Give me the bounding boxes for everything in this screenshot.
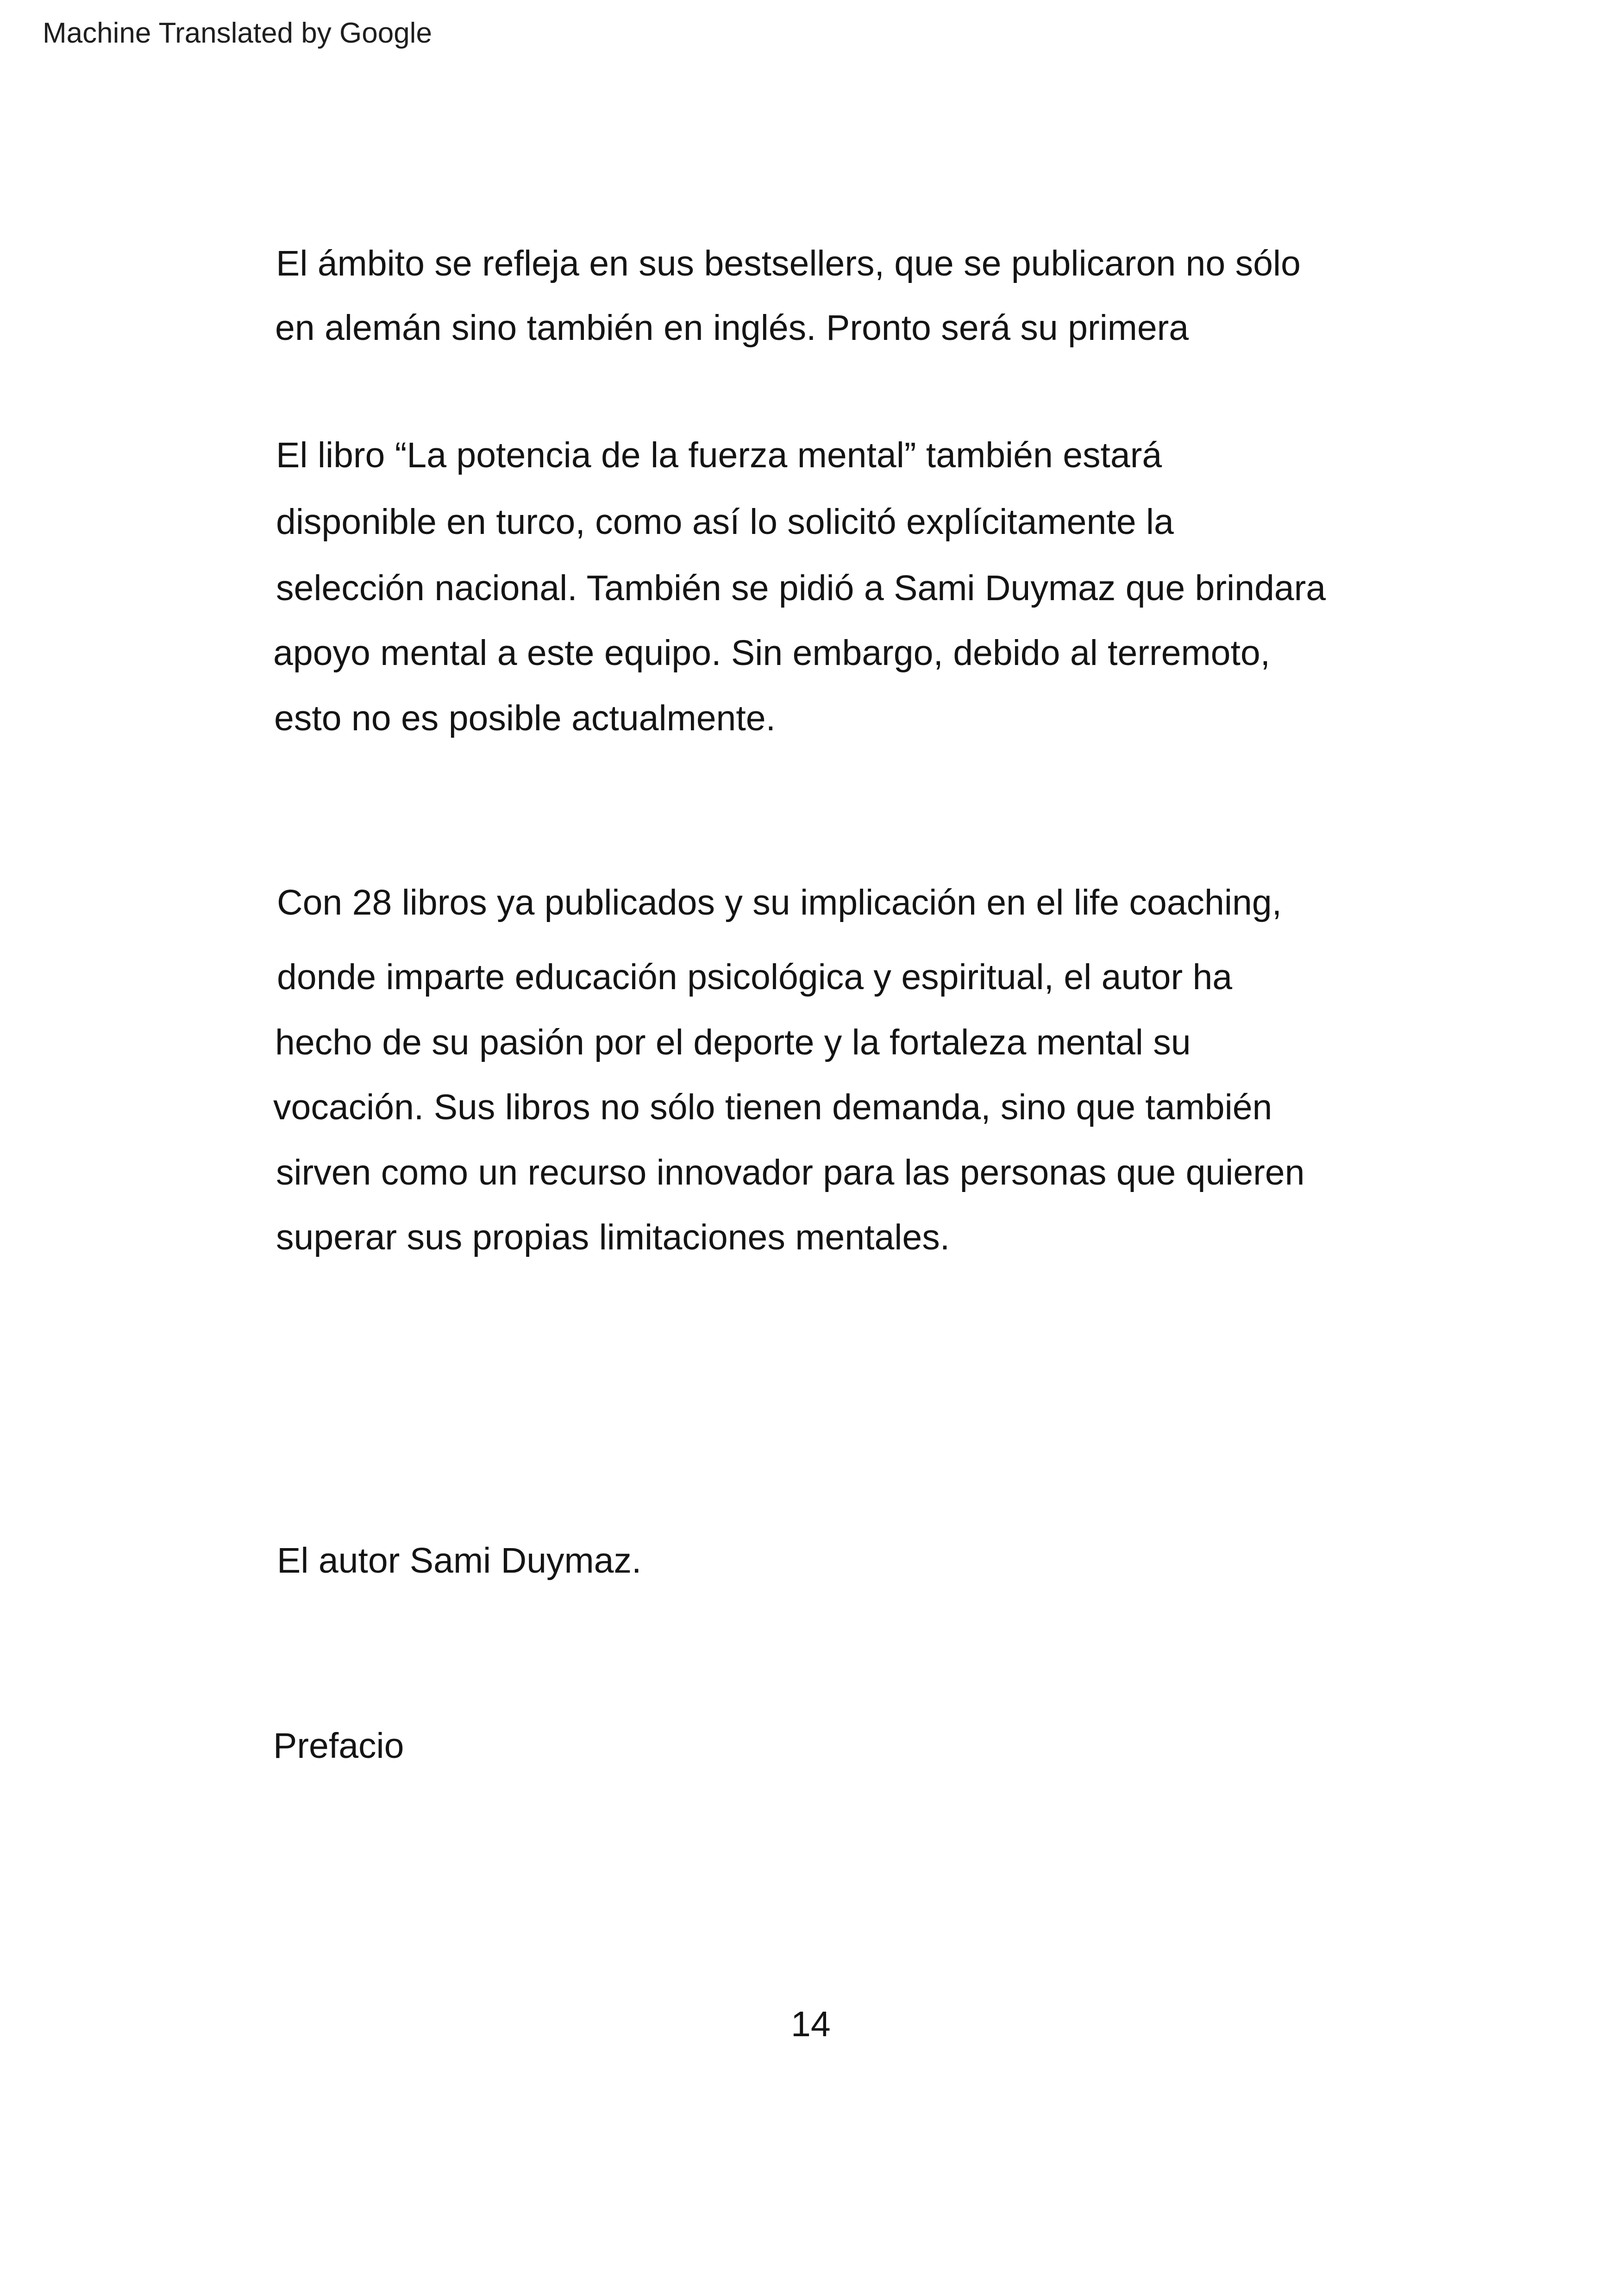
text-line: donde imparte educación psicológica y espiritual, el autor ha [277,957,1233,997]
text-line: superar sus propias limitaciones mentales. [276,1217,950,1257]
page-number: 14 [791,2004,831,2044]
text-line: esto no es posible actualmente. [274,698,776,738]
text-line: apoyo mental a este equipo. Sin embargo, debido al terremoto, [273,633,1271,673]
text-line: Con 28 libros ya publicados y su implicación en el life coaching, [277,883,1282,922]
author-signature: El autor Sami Duymaz. [277,1541,642,1581]
text-line: sirven como un recurso innovador para las personas que quieren [276,1153,1305,1192]
text-line: El libro “La potencia de la fuerza mental” también estará [276,435,1162,475]
section-heading: Prefacio [273,1726,404,1766]
text-line: hecho de su pasión por el deporte y la fortaleza mental su [275,1023,1191,1062]
text-line: selección nacional. También se pidió a Sami Duymaz que brindara [276,568,1326,608]
text-line: en alemán sino también en inglés. Pronto será su primera [275,308,1189,348]
text-line: vocación. Sus libros no sólo tienen demanda, sino que también [273,1087,1272,1127]
text-line: disponible en turco, como así lo solicitó explícitamente la [276,502,1174,542]
machine-translation-watermark: Machine Translated by Google [43,17,432,49]
text-line: El ámbito se refleja en sus bestsellers, que se publicaron no sólo [276,244,1301,283]
